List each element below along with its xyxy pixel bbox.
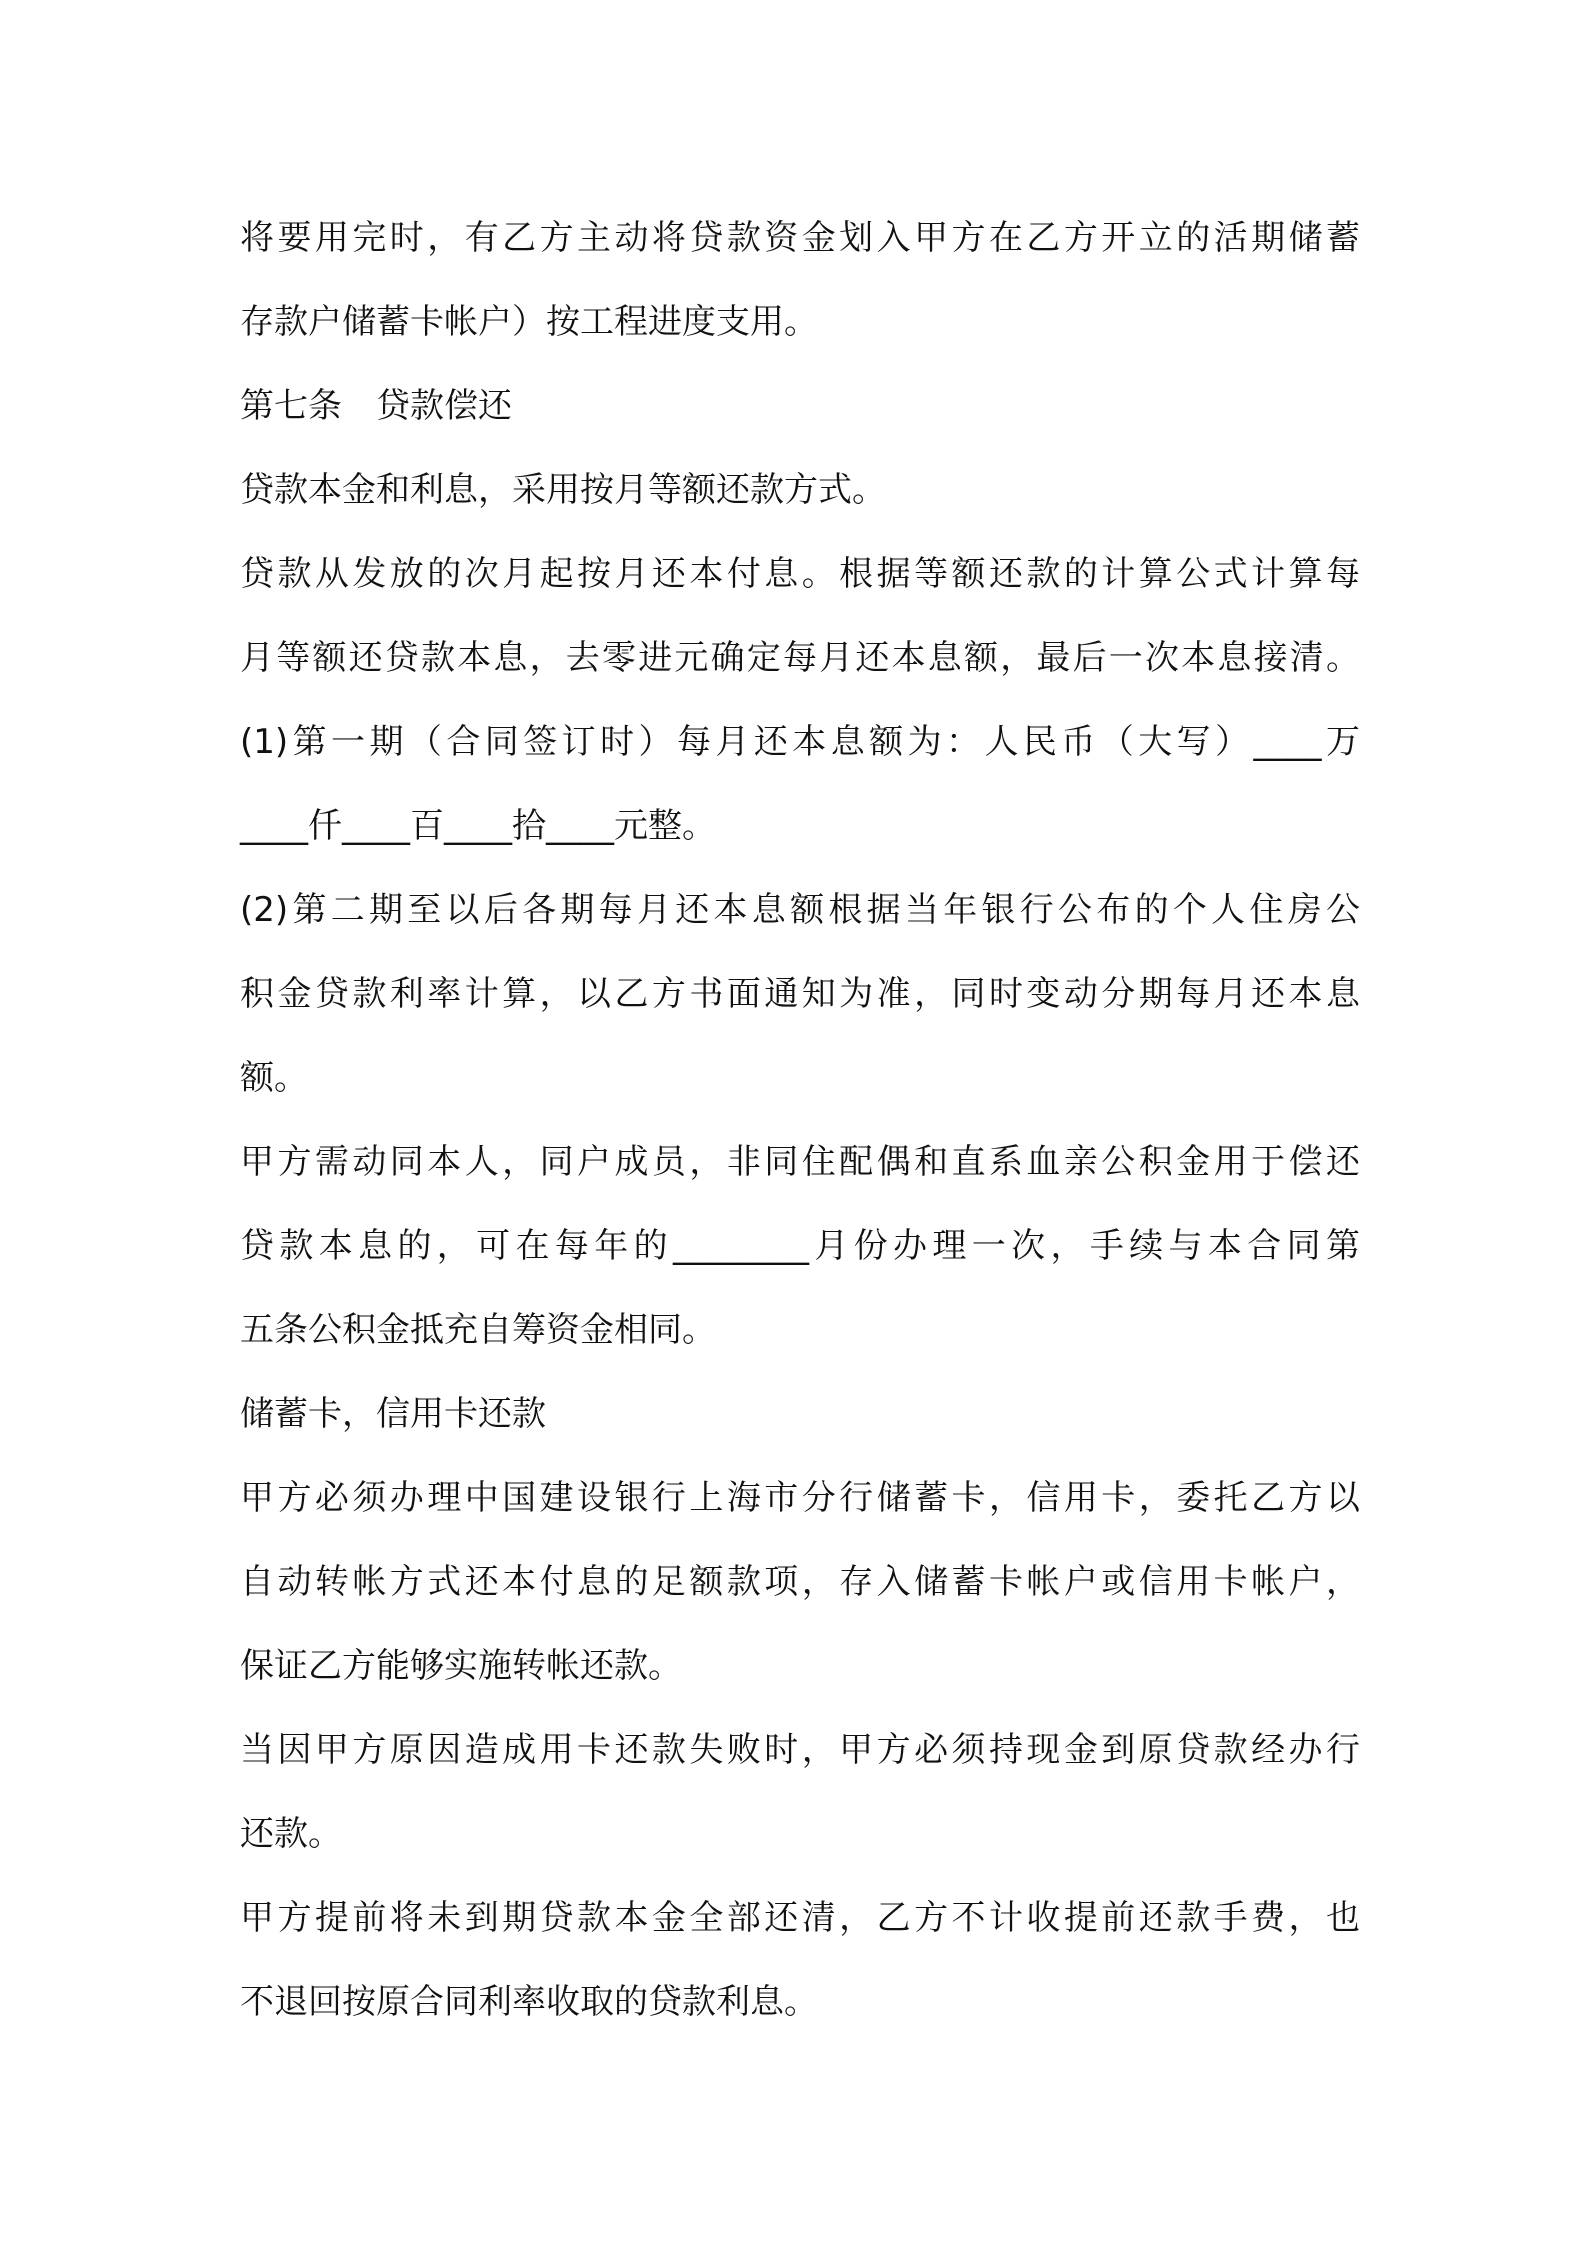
article-heading: 第七条 贷款偿还	[240, 386, 512, 426]
text-line-1: 将要用完时，有乙方主动将贷款资金划入甲方在乙方开立的活期储蓄	[240, 218, 1360, 258]
text-line-21: 甲方提前将未到期贷款本金全部还清，乙方不计收提前还款手费，也	[240, 1898, 1360, 1938]
text-line-12: 甲方需动同本人，同户成员，非同住配偶和直系血亲公积金用于偿还	[240, 1142, 1360, 1182]
text-line-16: 甲方必须办理中国建设银行上海市分行储蓄卡，信用卡，委托乙方以	[240, 1478, 1360, 1518]
text-line-19: 当因甲方原因造成用卡还款失败时，甲方必须持现金到原贷款经办行	[240, 1730, 1360, 1770]
text-line-10: 积金贷款利率计算，以乙方书面通知为准，同时变动分期每月还本息	[240, 974, 1360, 1014]
text-line-20: 还款。	[240, 1814, 342, 1854]
text-line-18: 保证乙方能够实施转帐还款。	[240, 1646, 682, 1686]
text-line-17: 自动转帐方式还本付息的足额款项，存入储蓄卡帐户或信用卡帐户，	[240, 1562, 1360, 1602]
text-line-13: 贷款本息的，可在每年的________月份办理一次，手续与本合同第	[240, 1226, 1360, 1266]
text-line-8: ____仟____百____拾____元整。	[240, 806, 716, 846]
text-line-11: 额。	[240, 1058, 308, 1098]
text-line-14: 五条公积金抵充自筹资金相同。	[240, 1310, 716, 1350]
section-heading: 储蓄卡，信用卡还款	[240, 1394, 546, 1434]
text-line-5: 贷款从发放的次月起按月还本付息。根据等额还款的计算公式计算每	[240, 554, 1360, 594]
text-line-9: (2)第二期至以后各期每月还本息额根据当年银行公布的个人住房公	[240, 890, 1360, 930]
text-line-6: 月等额还贷款本息，去零进元确定每月还本息额，最后一次本息接清。	[240, 638, 1360, 678]
text-line-22: 不退回按原合同利率收取的贷款利息。	[240, 1982, 818, 2022]
text-line-2: 存款户储蓄卡帐户）按工程进度支用。	[240, 302, 818, 342]
document-body	[240, 196, 1360, 2044]
text-line-7: (1)第一期（合同签订时）每月还本息额为：人民币（大写）____万	[240, 722, 1360, 762]
text-line-4: 贷款本金和利息，采用按月等额还款方式。	[240, 470, 886, 510]
